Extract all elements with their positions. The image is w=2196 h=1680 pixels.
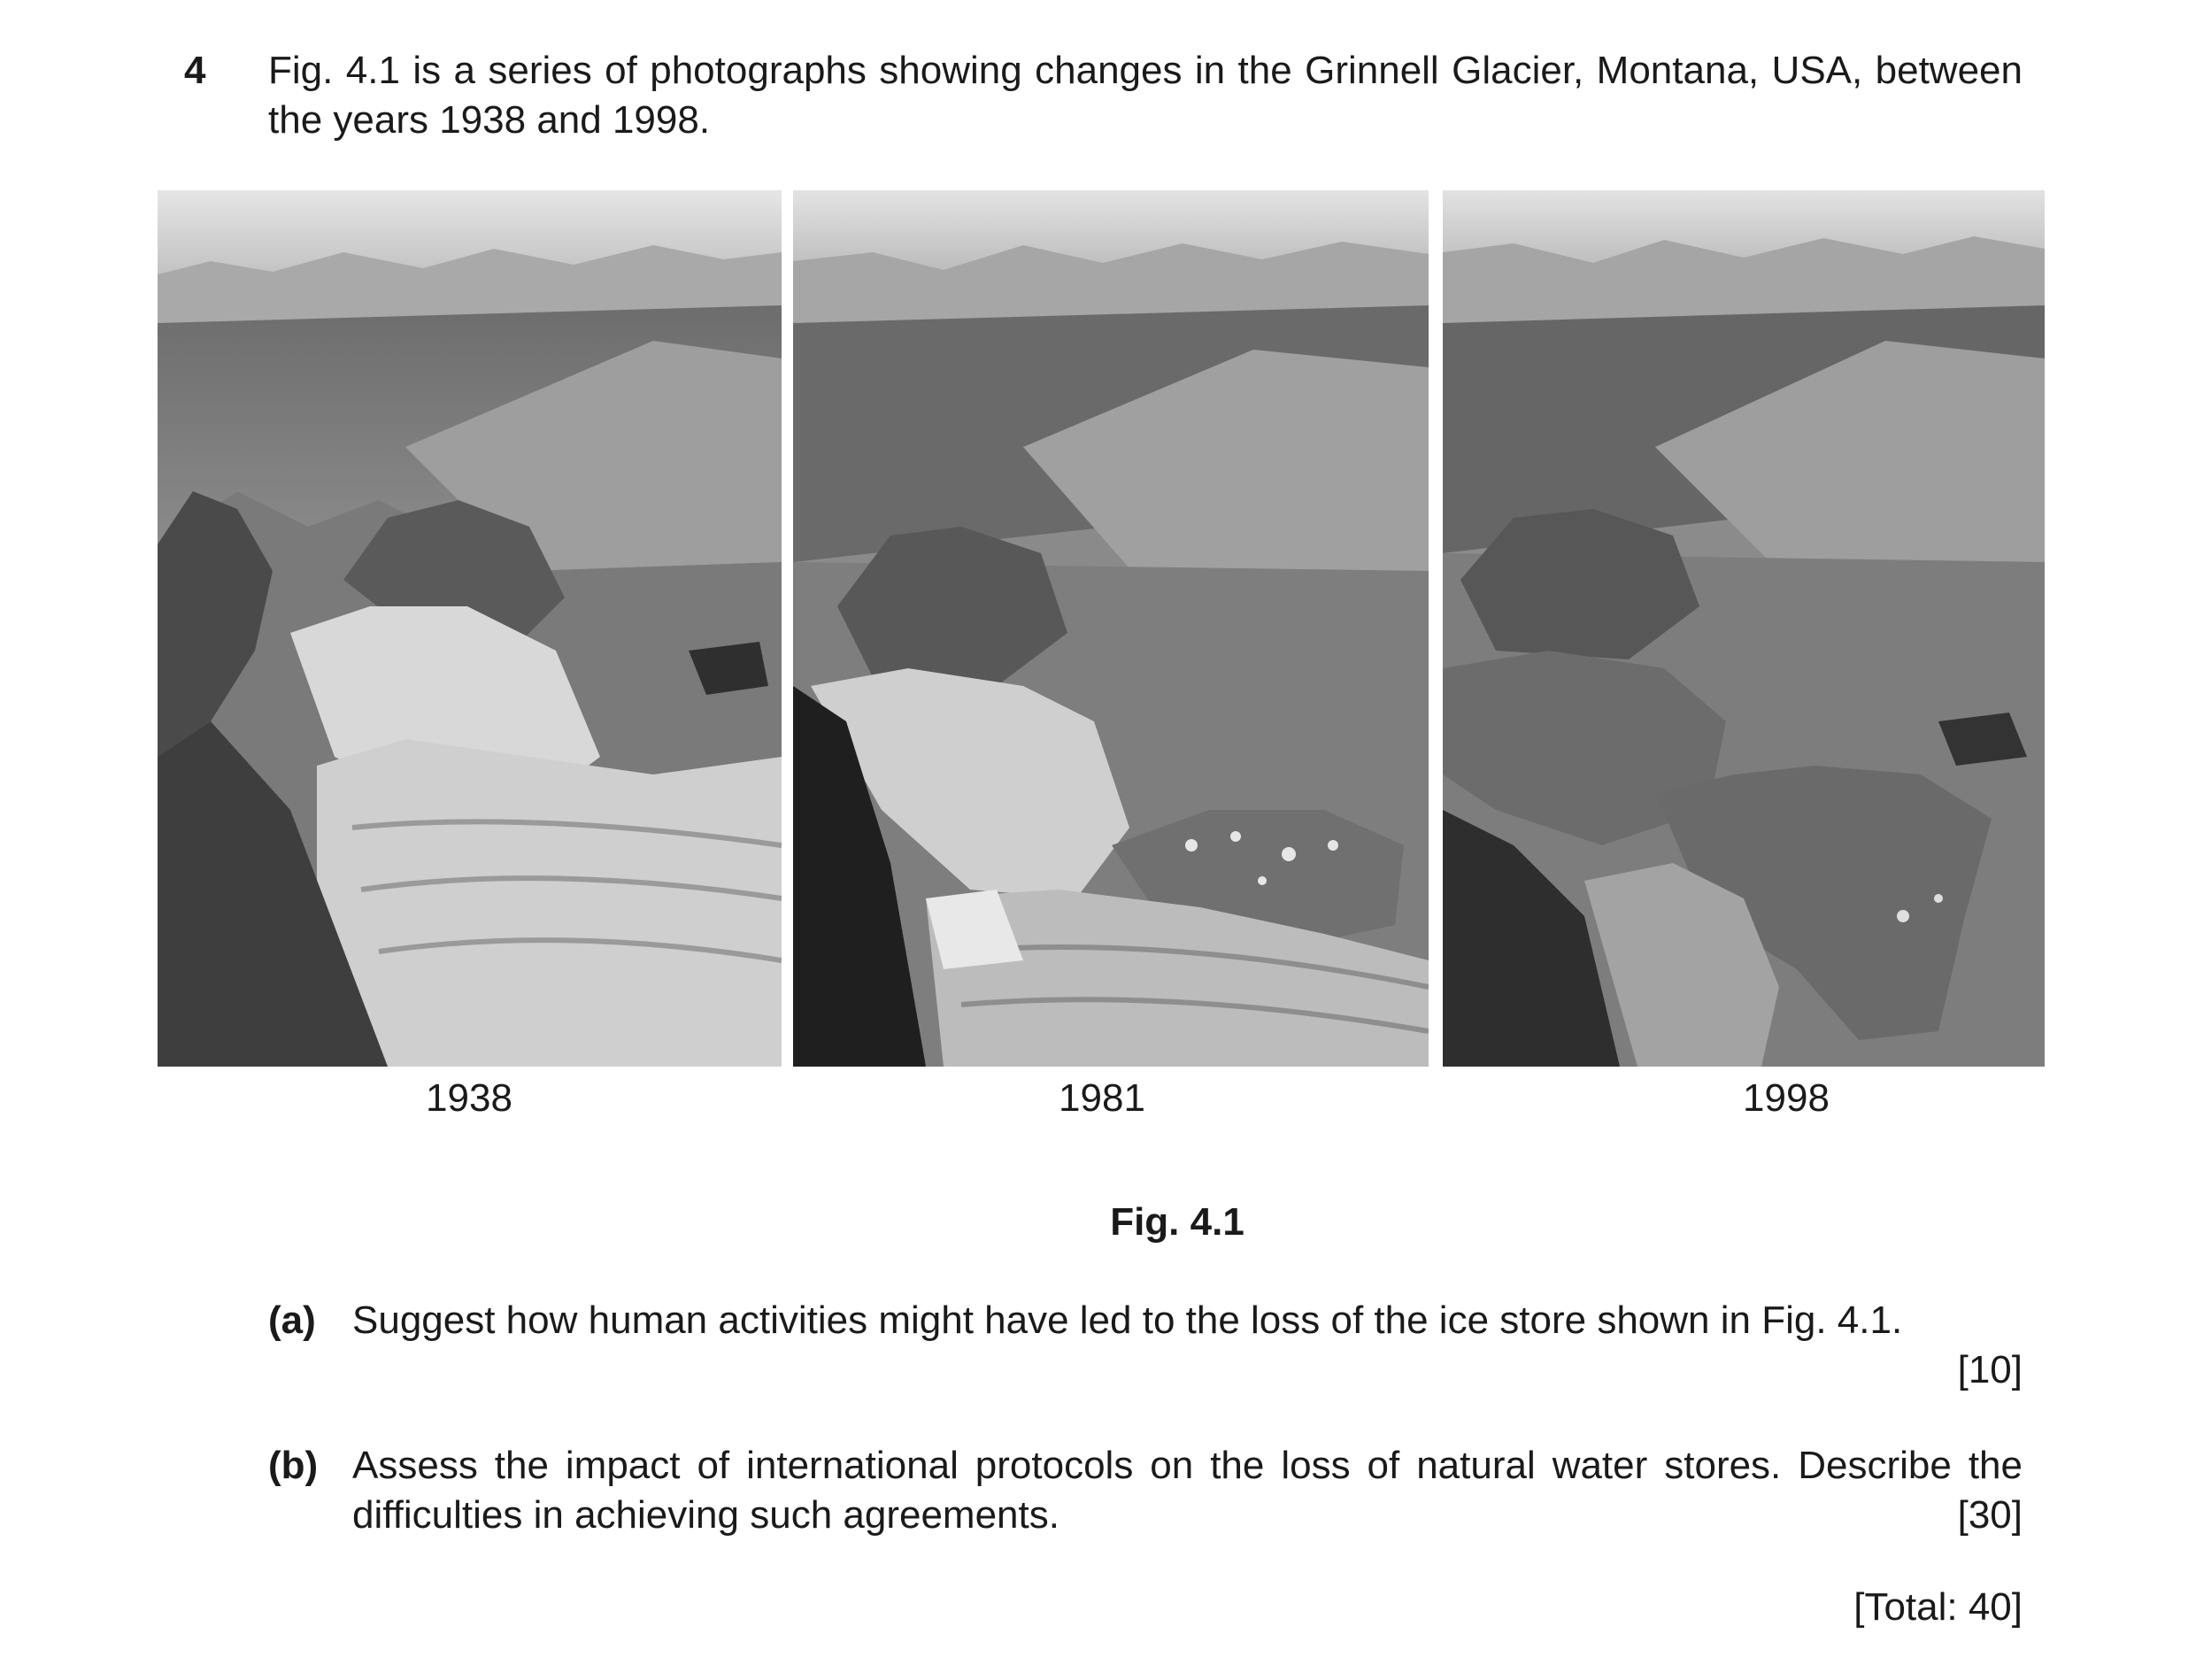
part-b-text: Assess the impact of international protocols on the loss of natural water stores. Describe the difficulties in achieving such agreements. xyxy=(352,1444,2023,1537)
glacier-photo-icon xyxy=(793,190,1429,1067)
total-marks: [Total: 40] xyxy=(1853,1585,2023,1629)
part-b-marks: [30] xyxy=(1957,1493,2023,1537)
glacier-photo-1998 xyxy=(1443,190,2045,1067)
photo-year-1981: 1981 xyxy=(1059,1076,1145,1120)
part-a-label: (a) xyxy=(268,1299,316,1342)
glacier-photo-icon xyxy=(158,190,782,1067)
part-a-text: Suggest how human activities might have led to the loss of the ice store shown in Fig. 4.1. xyxy=(352,1299,1903,1342)
glacier-photo-1938 xyxy=(158,190,782,1067)
photo-year-1998: 1998 xyxy=(1743,1076,1830,1120)
glacier-photo-icon xyxy=(1443,190,2045,1067)
glacier-photo-1981 xyxy=(793,190,1429,1067)
part-b-label: (b) xyxy=(268,1444,319,1487)
photo-year-1938: 1938 xyxy=(426,1076,512,1120)
question-number: 4 xyxy=(184,49,206,92)
figure-caption: Fig. 4.1 xyxy=(1110,1200,1244,1244)
part-a-marks: [10] xyxy=(1957,1348,2023,1391)
question-intro: Fig. 4.1 is a series of photographs showing changes in the Grinnell Glacier, Montana, USA, between the years 1938 and 1998. xyxy=(268,49,2023,142)
